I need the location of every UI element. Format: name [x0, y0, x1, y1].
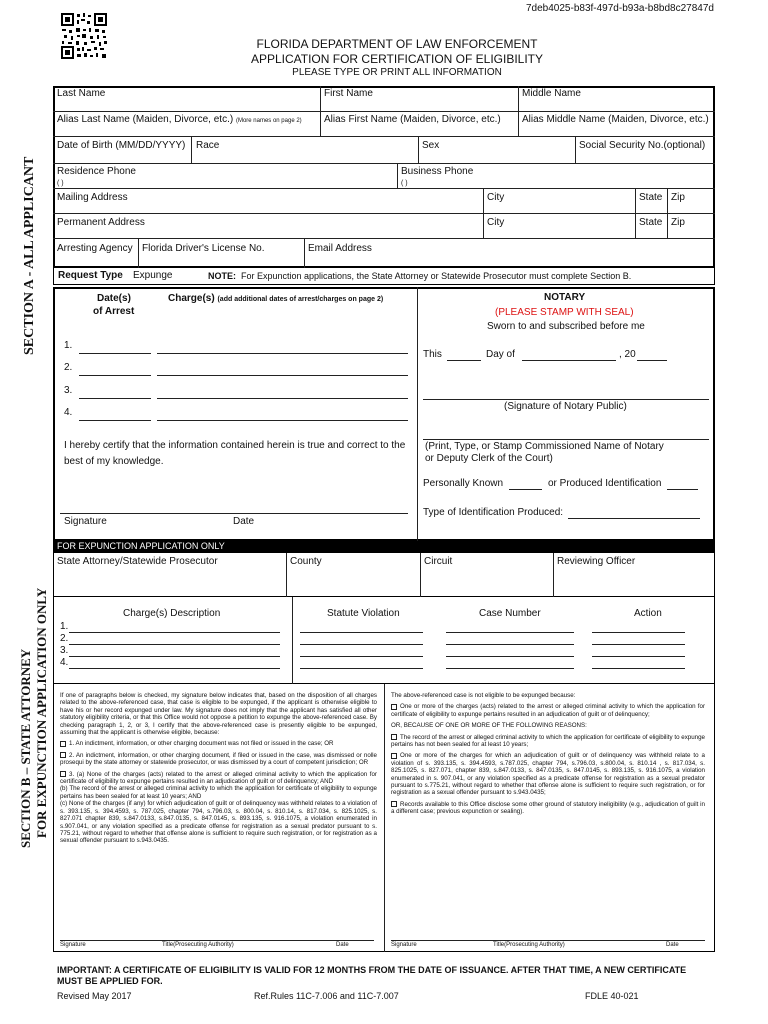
state-attorney-label: State Attorney/Statewide Prosecutor: [57, 556, 218, 567]
ineligible-title-label: Title(Prosecuting Authority): [493, 942, 565, 948]
notary-print-name-2: or Deputy Clerk of the Court): [425, 453, 553, 464]
eligible-title-label: Title(Prosecuting Authority): [162, 942, 234, 948]
residence-phone-label: Residence Phone: [57, 166, 136, 177]
middle-name-label: Middle Name: [522, 88, 581, 99]
col-case-number: Case Number: [479, 608, 541, 619]
alias-middle-label: Alias Middle Name (Maiden, Divorce, etc.): [522, 114, 709, 125]
revised-date: Revised May 2017: [57, 991, 132, 1001]
applicant-date-label: Date: [233, 516, 255, 527]
eligible-option-3b: (b) The record of the arrest or alleged criminal activity to which the application for certificate of eligibility to expunge pertains has been sealed for at least 10 years; AND: [60, 785, 377, 800]
b-statute-line-3[interactable]: [300, 656, 423, 657]
first-name-label: First Name: [324, 88, 373, 99]
ineligible-column: [391, 692, 705, 820]
notary-signature-line[interactable]: [423, 399, 709, 400]
arrest-row-3: 3.: [64, 385, 73, 396]
ineligible-checkbox-1[interactable]: [391, 704, 397, 710]
form-title: APPLICATION FOR CERTIFICATION OF ELIGIBILITY: [250, 52, 544, 66]
ineligible-option-1[interactable]: One or more of the charges (acts) related to the arrest or alleged criminal activity to which the application for certificate of eligibility to expunge pertains resulted in an adjudication of guilt or of delinquency;: [391, 703, 705, 718]
ineligible-signature-label: Signature: [391, 942, 417, 948]
charge-line-2[interactable]: [157, 375, 408, 376]
applicant-signature-label: Signature: [64, 516, 107, 527]
charge-line-4[interactable]: [157, 420, 408, 421]
arrest-row-4: 4.: [64, 407, 73, 418]
eligible-signature-line[interactable]: [60, 940, 374, 941]
b-charge-line-4[interactable]: [69, 668, 280, 669]
b-charge-line-3[interactable]: [69, 656, 280, 657]
arrest-row-1: 1.: [64, 340, 73, 351]
date-line-4[interactable]: [79, 420, 151, 421]
notary-year-line[interactable]: [637, 360, 667, 361]
eligible-option-2[interactable]: 2. An indictment, information, or other charging document, if filed or issued in the case, was dismissed or nolle prosequi by the state attorney or statewide prosecutor, or was dismissed by a court of competent jurisdiction; OR: [60, 751, 377, 767]
charge-line-3[interactable]: [157, 398, 408, 399]
eligible-checkbox-1[interactable]: [60, 741, 66, 747]
document-id: 7deb4025-b83f-497d-b93a-b8bd8c27847d: [526, 3, 714, 14]
ineligible-or: OR, BECAUSE OF ONE OR MORE OF THE FOLLOWING REASONS:: [391, 722, 587, 730]
col-statute: Statute Violation: [327, 608, 400, 619]
b-statute-line-2[interactable]: [300, 644, 423, 645]
notary-print-name: (Print, Type, or Stamp Commissioned Name of Notary: [425, 441, 664, 452]
agency-title: FLORIDA DEPARTMENT OF LAW ENFORCEMENT: [256, 37, 538, 51]
b-row-4: 4.: [60, 657, 69, 668]
mailing-city-label: City: [487, 192, 505, 203]
notary-day-line[interactable]: [447, 360, 481, 361]
charges-label: Charge(s) (add additional dates of arrest/charges on page 2): [168, 293, 384, 304]
type-id-line[interactable]: [568, 518, 700, 519]
fl-license-label: Florida Driver's License No.: [142, 243, 265, 254]
type-id-label: Type of Identification Produced:: [423, 507, 564, 518]
produced-id-line[interactable]: [667, 489, 698, 490]
charge-line-1[interactable]: [157, 353, 408, 354]
b-case-line-4[interactable]: [446, 668, 574, 669]
ineligible-checkbox-2[interactable]: [391, 734, 397, 740]
alias-last-label: Alias Last Name (Maiden, Divorce, etc.) (More names on page 2): [57, 114, 302, 125]
dates-label-1: Date(s): [97, 293, 131, 304]
ineligible-date-label: Date: [666, 942, 679, 948]
ineligible-option-3[interactable]: One or more of the charges for which an adjudication of guilt or of delinquency was withheld relate to a violation of s. 393.135, s. 394.4593, s.787.025, chapter 794, s.796.03, s.800.04, s. 810.14 , s. 817.034, s. 825.1025, s. 827.071, chapter 839, s.847.0133, s. 847.0135, s. 847.0145, s. 893.135, s. 916.1075, a violation enumerated in s. 907.041, or any violation specified as a predicate offense for registration as a sexual predator pursuant to s.775.21, without regard to whether that offense alone is sufficient to require such registration, or for registration as a sexual offender pursuant to s.943.0435;: [391, 752, 705, 797]
permanent-zip-label: Zip: [671, 217, 685, 228]
eligible-checkbox-3[interactable]: [60, 771, 66, 777]
notary-name-line[interactable]: [423, 439, 709, 440]
eligible-intro: If one of paragraphs below is checked, my signature below indicates that, based on the disposition of all charges related to the above-referenced case, that case is eligible to be expunged, if the applicant is otherwise eligible to have his or her record expunged under law. My signature does not imply that the applicant has satisfied all other statutory eligibility criteria, or that this Office would not oppose a petition to expunge the above-referenced case. By checking paragraph 1, 2, or 3, I certify that the above-referenced case is presently eligible to be expunged, assuming that the applicant is otherwise eligible, because:: [60, 692, 377, 737]
b-action-line-3[interactable]: [592, 656, 685, 657]
eligible-date-label: Date: [336, 942, 349, 948]
business-phone-paren: ( ): [401, 180, 408, 187]
eligible-option-3c: (c) None of the charges (if any) for which adjudication of guilt or of delinquency was withheld relates to a violation of s. 393.135, s. 394.4593, s. 787.025, chapter 794, s.796.03, s. 800.04, s. 810.14, s. 817.034, s. 825.1025, s. 827.071 chapter 839, s.847.0133, s.847.0135, s. 847.0145, s. 893.135, s. 916.1075, a violation enumerated in s.907.041, or any violation specified as a predicate offense for registration as a sexual predator pursuant to s. 775.21, without regard to whether that offense alone is sufficient to require such registration, or for registration as a sexual offender pursuant to s.943.0435.: [60, 800, 377, 845]
note-label: NOTE:: [208, 271, 236, 281]
notary-month-line[interactable]: [522, 360, 616, 361]
email-label: Email Address: [308, 243, 372, 254]
circuit-label: Circuit: [424, 556, 453, 567]
applicant-signature-line[interactable]: [60, 513, 408, 514]
b-charge-line-2[interactable]: [69, 644, 280, 645]
notary-stamp: (PLEASE STAMP WITH SEAL): [495, 307, 634, 318]
ssn-label: Social Security No.(optional): [579, 140, 706, 151]
rules-reference: Ref.Rules 11C-7.006 and 11C-7.007: [254, 991, 399, 1001]
eligible-signature-label: Signature: [60, 942, 86, 948]
ineligible-option-2[interactable]: The record of the arrest or alleged criminal activity to which the application for certificate of eligibility to expunge pertains has not been sealed for at least 10 years;: [391, 733, 705, 749]
col-charges-description: Charge(s) Description: [123, 608, 221, 619]
notary-sworn: Sworn to and subscribed before me: [487, 321, 645, 332]
date-line-2[interactable]: [79, 375, 151, 376]
dob-label: Date of Birth (MM/DD/YYYY): [57, 140, 186, 151]
eligible-option-1[interactable]: 1. An indictment, information, or other charging document was not filed or issued in the case; OR: [60, 740, 377, 747]
section-b-label-2: FOR EXPUNCTION APPLICATION ONLY: [34, 587, 49, 838]
b-statute-line-1[interactable]: [300, 632, 423, 633]
eligible-option-3[interactable]: 3. (a) None of the charges (acts) related to the arrest or alleged criminal activity to which the application for certificate of eligibility to expunge pertains resulted in an adjudication of guilt or of delinquency; AND: [60, 770, 377, 786]
notary-this: This: [423, 349, 442, 360]
reviewing-officer-label: Reviewing Officer: [557, 556, 636, 567]
notary-day-of: Day of: [486, 349, 515, 360]
b-action-line-1[interactable]: [592, 632, 685, 633]
mailing-zip-label: Zip: [671, 192, 685, 203]
ineligible-intro: The above-referenced case is not eligible to be expunged because:: [391, 692, 576, 699]
arrest-row-2: 2.: [64, 362, 73, 373]
note-text: For Expunction applications, the State Attorney or Statewide Prosecutor must complete Section B.: [241, 271, 632, 281]
form-subtitle: PLEASE TYPE OR PRINT ALL INFORMATION: [292, 67, 502, 78]
b-row-2: 2.: [60, 633, 69, 644]
b-statute-line-4[interactable]: [300, 668, 423, 669]
important-notice: IMPORTANT: A CERTIFICATE OF ELIGIBILITY IS VALID FOR 12 MONTHS FROM THE DATE OF ISSUANCE. AFTER THAT TIME, A NEW CERTIFICATE MUST BE APPLIED FOR.: [57, 965, 687, 986]
produced-id-label: or Produced Identification: [548, 478, 662, 489]
ineligible-signature-line[interactable]: [391, 940, 705, 941]
b-action-line-4[interactable]: [592, 668, 685, 669]
permanent-city-label: City: [487, 217, 505, 228]
dates-label-2: of Arrest: [93, 306, 135, 317]
notary-signature-label: (Signature of Notary Public): [504, 401, 627, 412]
arresting-agency-label: Arresting Agency: [57, 243, 133, 254]
date-line-3[interactable]: [79, 398, 151, 399]
b-case-line-1[interactable]: [446, 632, 574, 633]
request-type-label: Request Type: [58, 270, 123, 281]
mailing-state-label: State: [639, 192, 663, 203]
business-phone-label: Business Phone: [401, 166, 474, 177]
section-b-label-1: SECTION B – STATE ATTORNEY: [18, 648, 33, 848]
certify-text: I hereby certify that the information contained herein is true and correct to the best of my knowledge.: [64, 440, 406, 467]
b-row-1: 1.: [60, 621, 69, 632]
b-action-line-2[interactable]: [592, 644, 685, 645]
ineligible-checkbox-3[interactable]: [391, 753, 397, 759]
sex-label: Sex: [422, 140, 440, 151]
section-b-bar: FOR EXPUNCTION APPLICATION ONLY: [53, 541, 715, 553]
ineligible-checkbox-4[interactable]: [391, 801, 397, 807]
b-charge-line-1[interactable]: [69, 632, 280, 633]
last-name-label: Last Name: [57, 88, 106, 99]
col-action: Action: [634, 608, 662, 619]
personally-known-line[interactable]: [509, 489, 542, 490]
request-type-value[interactable]: Expunge: [133, 270, 173, 281]
residence-phone-paren: ( ): [57, 180, 64, 187]
eligible-checkbox-2[interactable]: [60, 752, 66, 758]
county-label: County: [290, 556, 322, 567]
permanent-address-label: Permanent Address: [57, 217, 145, 228]
ineligible-option-4[interactable]: Records available to this Office disclose some other ground of statutory ineligibility (e.g., adjudication of guilt in a different case; previous expunction or sealing).: [391, 800, 705, 816]
section-a-label: SECTION A - ALL APPLICANT: [22, 156, 37, 355]
b-case-line-2[interactable]: [446, 644, 574, 645]
eligible-column: [60, 692, 377, 849]
form-number: FDLE 40-021: [585, 991, 639, 1001]
mailing-address-label: Mailing Address: [57, 192, 128, 203]
b-row-3: 3.: [60, 645, 69, 656]
date-line-1[interactable]: [79, 353, 151, 354]
personally-known-label: Personally Known: [423, 478, 504, 489]
notary-year: , 20: [619, 349, 636, 360]
notary-title: NOTARY: [544, 292, 586, 303]
alias-first-label: Alias First Name (Maiden, Divorce, etc.): [324, 114, 501, 125]
permanent-state-label: State: [639, 217, 663, 228]
b-case-line-3[interactable]: [446, 656, 574, 657]
race-label: Race: [196, 140, 220, 151]
